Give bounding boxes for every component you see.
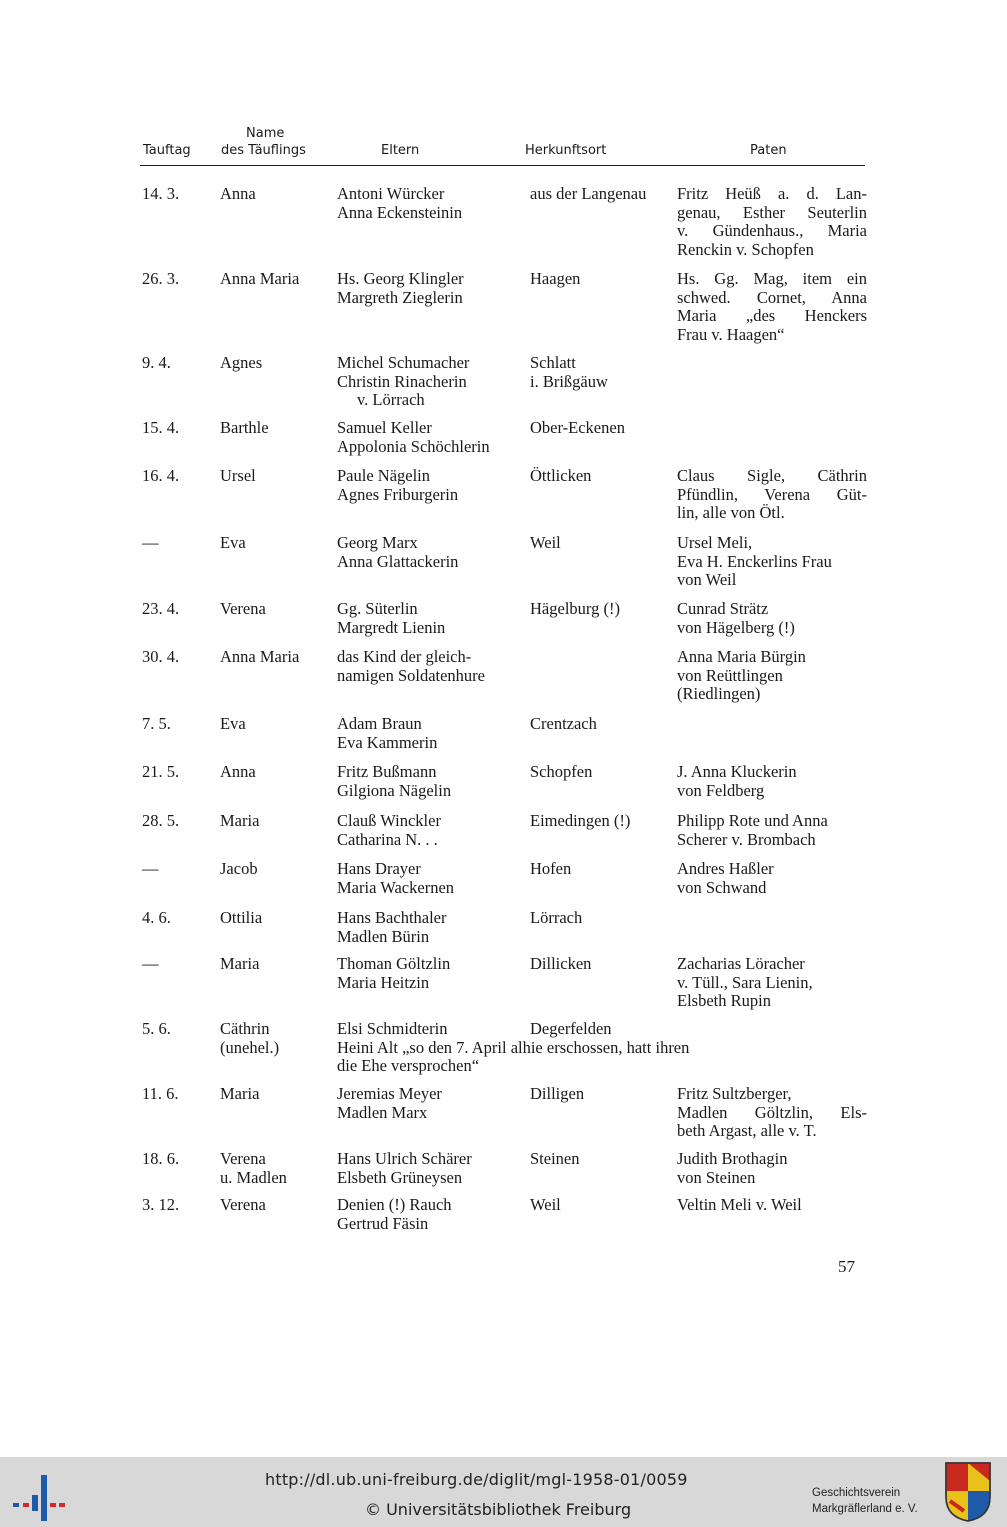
baptism-date-cell [142, 715, 212, 734]
origin-cell-line: Haagen [530, 269, 581, 288]
godparents-cell [677, 1085, 867, 1141]
parents-cell-line: Thoman Göltzlin [337, 954, 451, 973]
godparents-cell-line: von Reüttlingen [677, 665, 783, 685]
godparents-cell-line: Fritz Sultzberger, [677, 1084, 792, 1103]
parents-cell-line: Madlen Bürin [337, 926, 430, 946]
parents-cell [337, 955, 527, 992]
child-name-cell [220, 1020, 330, 1057]
parents-cell [337, 270, 527, 307]
parents-note-line: die Ehe versprochen“ [337, 1056, 480, 1075]
header-rule [140, 165, 865, 166]
parents-cell [337, 648, 527, 685]
origin-cell [530, 1196, 675, 1215]
origin-cell-line: Ober-Eckenen [530, 418, 625, 437]
parents-cell [337, 1150, 527, 1187]
ub-freiburg-logo-icon [10, 1465, 66, 1521]
godparents-cell-line: Veltin Meli v. Weil [677, 1195, 802, 1214]
godparents-cell-line: v. Tüll., Sara Lienin, [677, 972, 813, 992]
parents-cell-line: Margredt Lienin [337, 617, 446, 637]
parents-cell-line: v. Lörrach [357, 390, 425, 409]
origin-cell-line: Schlatt [530, 353, 576, 372]
godparents-cell-line: schwed. Cornet, Anna [677, 287, 867, 307]
godparents-cell-line: von Weil [677, 570, 737, 589]
header-herkunftsort: Herkunftsort [525, 143, 607, 158]
baptism-date-cell-line: 28. 5. [142, 811, 180, 830]
godparents-cell-line: Madlen Göltzlin, Els- [677, 1102, 867, 1122]
origin-cell-line: Weil [530, 533, 561, 552]
origin-cell [530, 270, 675, 289]
child-name-cell [220, 467, 330, 486]
child-name-cell-line: Maria [220, 811, 260, 830]
parents-cell [337, 534, 527, 571]
parents-cell [337, 1020, 527, 1039]
header-eltern: Eltern [381, 143, 420, 158]
child-name-cell-line: Maria [220, 1084, 260, 1103]
child-name-cell-line: Ursel [220, 466, 256, 485]
baptism-date-cell-line: 4. 6. [142, 908, 171, 927]
parents-cell-line: Adam Braun [337, 714, 422, 733]
baptism-date-cell-line: — [142, 954, 159, 973]
parents-cell [337, 860, 527, 897]
origin-cell [530, 419, 675, 438]
parents-cell [337, 1085, 527, 1122]
godparents-cell [677, 1150, 867, 1187]
parents-cell [337, 419, 527, 456]
baptism-date-cell-line: 23. 4. [142, 599, 180, 618]
baptism-date-cell [142, 648, 212, 667]
coat-of-arms-icon [944, 1461, 992, 1523]
child-name-cell-line: Maria [220, 954, 260, 973]
document-url[interactable]: http://dl.ub.uni-freiburg.de/diglit/mgl-1958-01/0059 [265, 1470, 688, 1489]
godparents-cell [677, 534, 867, 590]
baptism-date-cell-line: 14. 3. [142, 184, 180, 203]
baptism-date-cell [142, 467, 212, 486]
society-name-line1: Geschichtsverein [812, 1487, 901, 1499]
baptism-date-cell-line: 3. 12. [142, 1195, 180, 1214]
baptism-date-cell [142, 185, 212, 204]
origin-cell-line: Eimedingen (!) [530, 811, 631, 830]
child-name-cell [220, 715, 330, 734]
child-name-cell-line: Agnes [220, 353, 263, 372]
godparents-cell [677, 860, 867, 897]
godparents-cell-line: Elsbeth Rupin [677, 991, 771, 1010]
parents-cell-line: Hans Ulrich Schärer [337, 1149, 472, 1168]
child-name-cell-line: Jacob [220, 859, 258, 878]
child-name-cell-line: Verena [220, 1195, 266, 1214]
baptism-date-cell-line: 21. 5. [142, 762, 180, 781]
godparents-cell-line: Frau v. Haagen“ [677, 324, 785, 344]
origin-cell [530, 1020, 675, 1039]
child-name-cell-line: Eva [220, 714, 246, 733]
page-number: 57 [838, 1257, 855, 1276]
parents-cell-line: Paule Nägelin [337, 466, 431, 485]
godparents-cell [677, 763, 867, 800]
godparents-cell-line: Scherer v. Brombach [677, 829, 816, 849]
godparents-cell-line: v. Gündenhaus., Maria [677, 221, 867, 240]
child-name-cell-line: Barthle [220, 418, 269, 437]
godparents-cell [677, 185, 867, 259]
godparents-cell [677, 648, 867, 704]
parents-cell-line: Hans Bachthaler [337, 908, 447, 927]
baptism-date-cell [142, 270, 212, 289]
origin-cell-line: Lörrach [530, 908, 583, 927]
baptism-date-cell-line: 15. 4. [142, 418, 180, 437]
parents-cell [337, 715, 527, 752]
baptism-date-cell-line: 26. 3. [142, 269, 180, 288]
origin-cell-line: Steinen [530, 1149, 580, 1168]
child-name-cell-line: u. Madlen [220, 1167, 287, 1187]
header-paten: Paten [750, 143, 787, 158]
godparents-cell [677, 812, 867, 849]
godparents-cell-line: Eva H. Enckerlins Frau [677, 551, 832, 571]
origin-cell [530, 534, 675, 553]
parents-cell [337, 185, 527, 222]
child-name-cell-line: Anna Maria [220, 647, 300, 666]
parents-cell-line: Georg Marx [337, 533, 418, 552]
parents-cell [337, 600, 527, 637]
child-name-cell [220, 763, 330, 782]
baptism-date-cell [142, 354, 212, 373]
baptism-date-cell [142, 534, 212, 553]
baptism-date-cell [142, 1020, 212, 1039]
parents-cell-line: Michel Schumacher [337, 353, 470, 372]
baptism-date-cell [142, 812, 212, 831]
baptism-date-cell-line: — [142, 533, 159, 552]
origin-cell [530, 812, 675, 831]
header-name-line2: des Täuflings [221, 143, 306, 158]
godparents-cell-line: Pfündlin, Verena Güt- [677, 484, 867, 504]
parents-cell-line: Maria Wackernen [337, 877, 455, 897]
parents-cell-line: das Kind der gleich- [337, 647, 472, 666]
header-tauftag: Tauftag [143, 143, 191, 158]
parents-cell [337, 1196, 527, 1233]
godparents-cell-line: von Feldberg [677, 780, 765, 800]
parents-cell [337, 812, 527, 849]
child-name-cell [220, 419, 330, 438]
baptism-date-cell-line: — [142, 859, 159, 878]
baptism-date-cell-line: 9. 4. [142, 353, 171, 372]
parents-cell-line: Maria Heitzin [337, 972, 430, 992]
origin-cell-line: Weil [530, 1195, 561, 1214]
parents-cell-line: Gilgiona Nägelin [337, 780, 452, 800]
godparents-cell [677, 955, 867, 1011]
parents-cell [337, 467, 527, 504]
godparents-cell-line: Fritz Heüß a. d. Lan- [677, 184, 867, 203]
godparents-cell [677, 1196, 867, 1215]
child-name-cell [220, 354, 330, 373]
godparents-cell-line: Hs. Gg. Mag, item ein [677, 269, 867, 288]
parents-cell-line: Anna Eckensteinin [337, 202, 463, 222]
origin-cell [530, 763, 675, 782]
child-name-cell [220, 955, 330, 974]
copyright-text: © Universitätsbibliothek Freiburg [365, 1500, 632, 1519]
baptism-date-cell [142, 860, 212, 879]
godparents-cell-line: von Hägelberg (!) [677, 617, 795, 637]
godparents-cell-line: Maria „des Henckers [677, 306, 867, 325]
child-name-cell [220, 909, 330, 928]
parents-cell-line: Gg. Süterlin [337, 599, 418, 618]
baptism-date-cell-line: 18. 6. [142, 1149, 180, 1168]
parents-note-line: Heini Alt „so den 7. April alhie erschossen, hatt ihren [337, 1037, 690, 1057]
parents-cell-line: Catharina N. . . [337, 829, 438, 849]
godparents-cell-line: lin, alle von Ötl. [677, 503, 785, 522]
child-name-cell [220, 534, 330, 553]
origin-cell-line: Schopfen [530, 762, 593, 781]
origin-cell-line: Hägelburg (!) [530, 599, 620, 618]
baptism-date-cell [142, 955, 212, 974]
godparents-cell-line: Cunrad Strätz [677, 599, 769, 618]
godparents-cell-line: J. Anna Kluckerin [677, 762, 797, 781]
godparents-cell [677, 467, 867, 523]
origin-cell-line: Öttlicken [530, 466, 592, 485]
godparents-cell-line: Claus Sigle, Cäthrin [677, 466, 867, 485]
child-name-cell-line: Ottilia [220, 908, 263, 927]
baptism-date-cell [142, 763, 212, 782]
parents-cell-line: Samuel Keller [337, 418, 432, 437]
godparents-cell [677, 270, 867, 344]
origin-cell-line: i. Brißgäuw [530, 371, 608, 391]
child-name-cell-line: Verena [220, 599, 266, 618]
godparents-cell-line: Zacharias Löracher [677, 954, 805, 973]
godparents-cell-line: von Schwand [677, 877, 767, 897]
baptism-date-cell-line: 7. 5. [142, 714, 171, 733]
parents-cell [337, 763, 527, 800]
origin-cell [530, 354, 675, 391]
origin-cell [530, 185, 675, 204]
footer-bar [0, 1457, 1007, 1527]
origin-cell-line: Degerfelden [530, 1019, 612, 1038]
parents-cell-line: Clauß Winckler [337, 811, 441, 830]
parents-cell-line: Gertrud Fäsin [337, 1213, 429, 1233]
godparents-cell-line: beth Argast, alle v. T. [677, 1121, 817, 1140]
parents-cell [337, 909, 527, 946]
baptism-date-cell [142, 1196, 212, 1215]
child-name-cell-line: (unehel.) [220, 1037, 280, 1057]
origin-cell-line: Dillicken [530, 954, 592, 973]
origin-cell-line: Hofen [530, 859, 572, 878]
baptism-date-cell-line: 11. 6. [142, 1084, 179, 1103]
child-name-cell-line: Eva [220, 533, 246, 552]
origin-cell [530, 600, 675, 619]
parents-cell-line: Antoni Würcker [337, 184, 445, 203]
godparents-cell-line: Anna Maria Bürgin [677, 647, 806, 666]
baptism-date-cell-line: 5. 6. [142, 1019, 171, 1038]
origin-cell-line: Crentzach [530, 714, 597, 733]
child-name-cell-line: Verena [220, 1149, 266, 1168]
godparents-cell-line: Renckin v. Schopfen [677, 239, 814, 259]
origin-cell [530, 1150, 675, 1169]
parents-cell-line: Fritz Bußmann [337, 762, 437, 781]
godparents-cell-line: von Steinen [677, 1167, 756, 1187]
parents-cell-line: Elsbeth Grüneysen [337, 1167, 463, 1187]
baptism-date-cell [142, 1150, 212, 1169]
parents-cell-line: Eva Kammerin [337, 732, 438, 752]
godparents-cell-line: Andres Haßler [677, 859, 774, 878]
baptism-date-cell-line: 16. 4. [142, 466, 180, 485]
origin-cell [530, 860, 675, 879]
baptism-date-cell-line: 30. 4. [142, 647, 180, 666]
child-name-cell [220, 1196, 330, 1215]
child-name-cell-line: Anna [220, 184, 256, 203]
header-name-line1: Name [246, 126, 285, 141]
origin-cell [530, 909, 675, 928]
origin-cell [530, 715, 675, 734]
origin-cell [530, 955, 675, 974]
parents-cell-line: Denien (!) Rauch [337, 1195, 452, 1214]
parents-cell [337, 354, 527, 410]
child-name-cell [220, 1150, 330, 1187]
parents-cell-line: Madlen Marx [337, 1102, 428, 1122]
child-name-cell [220, 860, 330, 879]
origin-cell [530, 467, 675, 486]
godparents-cell-line: Judith Brothagin [677, 1149, 788, 1168]
parents-cell-line: Jeremias Meyer [337, 1084, 442, 1103]
society-name-line2: Markgräflerland e. V. [812, 1503, 918, 1515]
godparents-cell [677, 600, 867, 637]
child-name-cell [220, 185, 330, 204]
baptism-date-cell [142, 600, 212, 619]
parents-cell-line: Anna Glattackerin [337, 551, 459, 571]
parents-cell-line: Elsi Schmidterin [337, 1019, 448, 1038]
parents-cell-line: Christin Rinacherin [337, 371, 467, 391]
godparents-cell-line: genau, Esther Seuterlin [677, 202, 867, 222]
origin-cell [530, 1085, 675, 1104]
child-name-cell [220, 812, 330, 831]
parents-cell-line: namigen Soldatenhure [337, 665, 486, 685]
child-name-cell-line: Cäthrin [220, 1019, 270, 1038]
parents-cell-line: Margreth Zieglerin [337, 287, 463, 307]
godparents-cell-line: Philipp Rote und Anna [677, 811, 828, 830]
parents-note [337, 1039, 689, 1076]
child-name-cell [220, 1085, 330, 1104]
godparents-cell-line: (Riedlingen) [677, 684, 761, 703]
parents-cell-line: Hans Drayer [337, 859, 421, 878]
child-name-cell [220, 600, 330, 619]
parents-cell-line: Agnes Friburgerin [337, 484, 459, 504]
baptism-date-cell [142, 419, 212, 438]
baptism-date-cell [142, 1085, 212, 1104]
child-name-cell-line: Anna [220, 762, 256, 781]
origin-cell-line: aus der Langenau [530, 184, 647, 203]
parents-cell-line: Hs. Georg Klingler [337, 269, 464, 288]
parents-cell-line: Appolonia Schöchlerin [337, 436, 490, 456]
baptism-date-cell [142, 909, 212, 928]
child-name-cell-line: Anna Maria [220, 269, 300, 288]
child-name-cell [220, 648, 330, 667]
child-name-cell [220, 270, 330, 289]
godparents-cell-line: Ursel Meli, [677, 533, 753, 552]
origin-cell-line: Dilligen [530, 1084, 585, 1103]
